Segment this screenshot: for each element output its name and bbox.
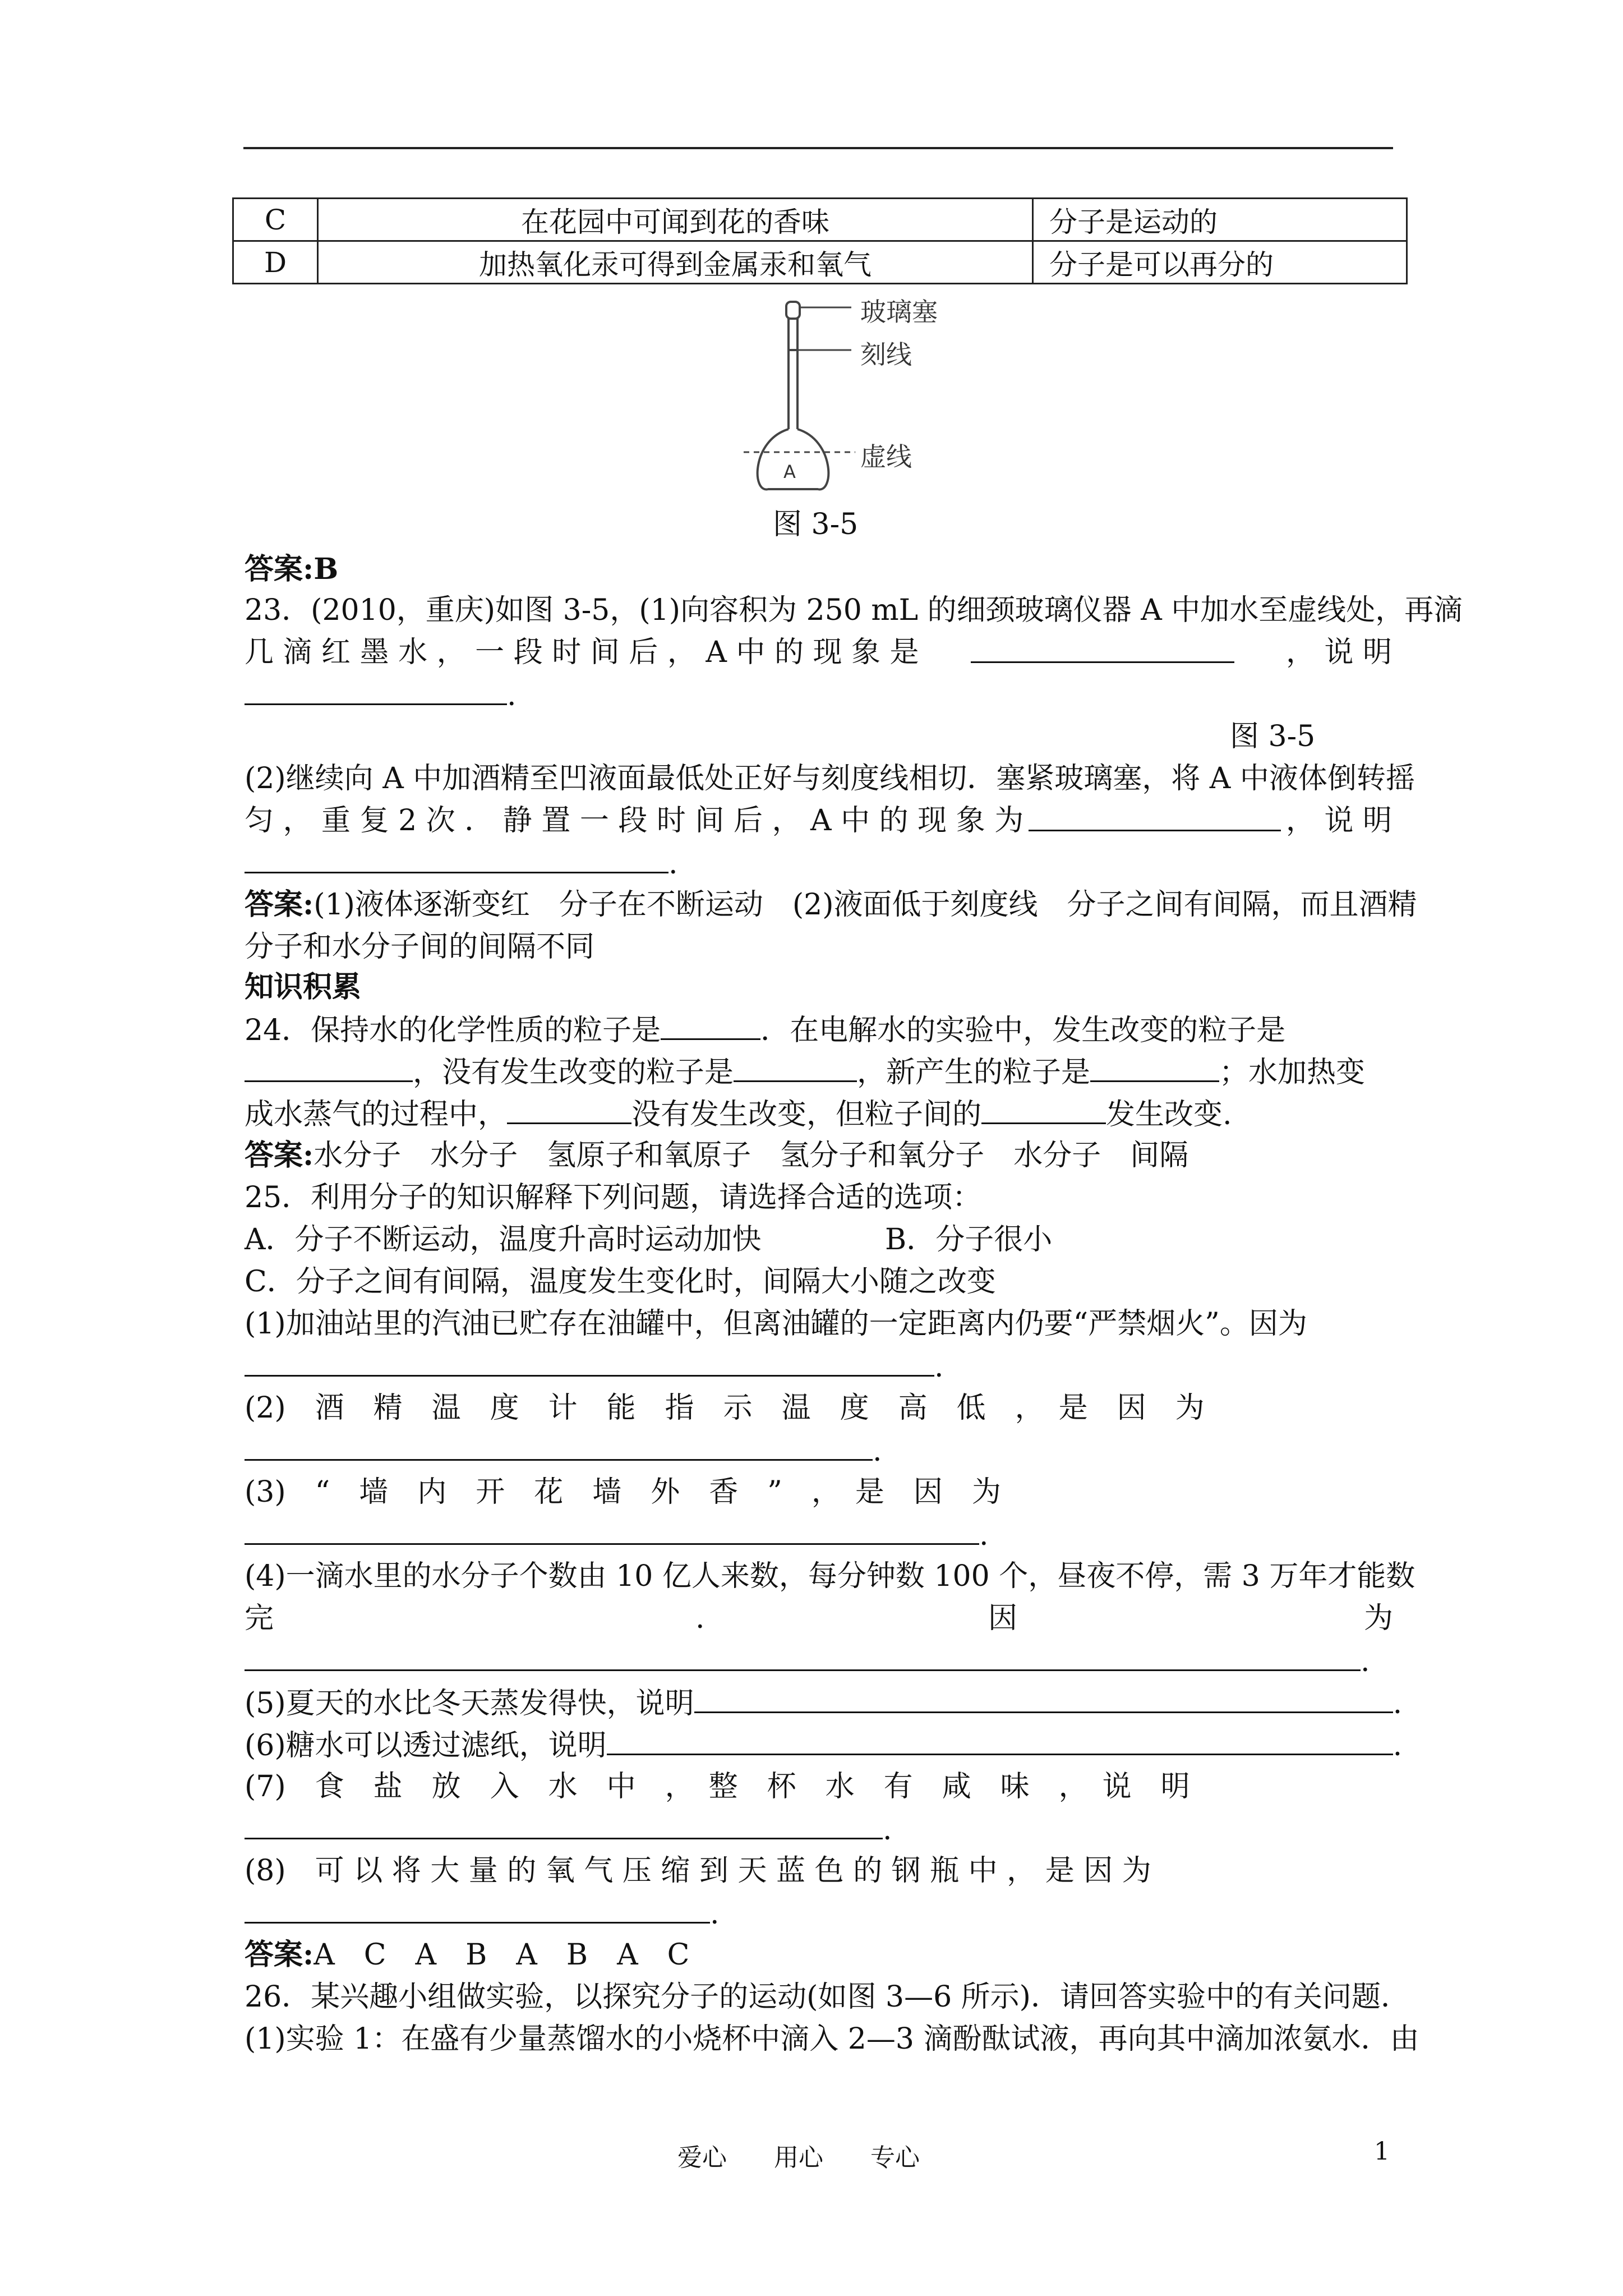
footer-item: 用心 (774, 2143, 823, 2172)
answer-text: 水分子 水分子 氢原子和氧原子 氢分子和氧分子 水分子 间隔 (313, 1139, 1189, 1172)
answer-blank[interactable] (245, 1896, 710, 1924)
answer-blank[interactable] (734, 1055, 857, 1082)
q24-text: ，新产生的粒子是 (857, 1056, 1091, 1089)
answer-label: 答案: (245, 1938, 314, 1972)
label-scale-line: 刻线 (860, 339, 912, 370)
answer-label: 答案: (245, 887, 314, 922)
footer-item: 专心 (870, 2143, 920, 2172)
answer-blank[interactable] (245, 1055, 413, 1082)
options-table (232, 197, 1408, 284)
table-row (233, 241, 1407, 284)
period: . (507, 679, 517, 712)
q25-5-text: (5)夏天的水比冬天蒸发得快，说明 (245, 1687, 694, 1720)
q25-4-w2: . (695, 1602, 705, 1635)
answer-blank[interactable] (245, 1812, 883, 1839)
period: . (1361, 1645, 1370, 1678)
q23-caption: 图 3-5 (1230, 720, 1316, 753)
label-stopper: 玻璃塞 (860, 297, 938, 327)
q25-4-w4: 为 (1364, 1602, 1394, 1635)
q25-option-b: B．分子很小 (885, 1223, 1053, 1257)
q24-text: 成水蒸气的过程中， (245, 1098, 508, 1131)
q25-option-a: A．分子不断运动，温度升高时运动加快 (245, 1223, 762, 1257)
answer-24 (245, 1139, 1188, 1172)
answer-text: A C A B A B A C (313, 1938, 690, 1972)
answer-blank[interactable] (981, 1097, 1106, 1124)
figure-caption: 图 3-5 (773, 508, 859, 541)
answer-blank[interactable] (245, 846, 668, 873)
answer-blank[interactable] (245, 1433, 873, 1461)
q24-text: 没有发生改变，但粒子间的 (631, 1098, 982, 1131)
explanation-cell: 分子是可以再分的 (1033, 241, 1407, 284)
q23-line1: 23．(2010，重庆)如图 3-5，(1)向容积为 250 mL 的细颈玻璃仪器 A 中加水至虚线处，再滴 (245, 593, 1463, 627)
answer-blank[interactable] (661, 1013, 760, 1040)
period: . (979, 1519, 989, 1552)
q25-3: (3) “ 墙 内 开 花 墙 外 香 ” ， 是 因 为 (245, 1475, 1001, 1509)
q24-line3 (245, 1097, 1232, 1131)
footer (677, 2137, 959, 2173)
q23-line2-end: ， 说 明 (1285, 636, 1392, 669)
q23-2-line2 (245, 804, 1392, 838)
q24-text: 24．保持水的化学性质的粒子是 (245, 1014, 661, 1047)
q26-line2: (1)实验 1：在盛有少量蒸馏水的小烧杯中滴入 2—3 滴酚酞试液，再向其中滴加浓氨水．由 (245, 2022, 1419, 2056)
q24-text: ；水加热变 (1219, 1056, 1366, 1089)
answer-blank[interactable] (245, 1517, 979, 1545)
answer-blank[interactable] (607, 1728, 1393, 1755)
q23-2-line2-end: ， 说 明 (1285, 804, 1392, 838)
q25-6 (245, 1728, 1402, 1763)
q23-line2-text: 几 滴 红 墨 水 ， 一 段 时 间 后 ， A 中 的 现 象 是 (245, 636, 919, 669)
q24-text: ，没有发生改变的粒子是 (413, 1056, 734, 1089)
q25-5 (245, 1686, 1402, 1720)
label-flask-a: A (783, 461, 796, 482)
phenomenon-cell: 在花园中可闻到花的香味 (318, 199, 1033, 241)
q24-text: 发生改变. (1106, 1098, 1232, 1131)
answer-blank[interactable] (694, 1686, 1393, 1713)
q26-line1: 26．某兴趣小组做实验，以探究分子的运动(如图 3—6 所示)．请回答实验中的有关问题． (245, 1980, 1410, 2014)
answer-22: 答案:B (245, 552, 339, 586)
answer-blank[interactable] (245, 678, 507, 705)
answer-blank[interactable] (245, 1644, 1361, 1671)
q23-line3 (245, 678, 517, 712)
q25-7-blank (245, 1812, 892, 1847)
q25-2-blank (245, 1433, 882, 1468)
explanation-cell: 分子是运动的 (1033, 199, 1407, 241)
footer-item: 爱心 (677, 2143, 727, 2172)
option-letter: D (233, 241, 318, 284)
q24-line1 (245, 1013, 1285, 1047)
answer-blank[interactable] (1029, 804, 1281, 831)
answer-25 (245, 1938, 689, 1972)
q24-line2 (245, 1055, 1365, 1089)
answer-label: 答案: (245, 1138, 314, 1172)
answer-blank[interactable] (507, 1097, 631, 1124)
period: . (710, 1897, 720, 1931)
q25-6-text: (6)糖水可以透过滤纸，说明 (245, 1729, 607, 1763)
period: . (873, 1434, 882, 1468)
period: . (1393, 1687, 1403, 1720)
answer-23-line2: 分子和水分子间的间隔不同 (245, 930, 595, 964)
option-letter: C (233, 199, 318, 241)
period: . (668, 847, 678, 881)
q25-7: (7) 食 盐 放 入 水 中 ， 整 杯 水 有 咸 味 ， 说 明 (245, 1770, 1190, 1803)
section-heading: 知识积累 (245, 970, 362, 1004)
header-rule (243, 147, 1393, 149)
q25-4-line1: (4)一滴水里的水分子个数由 10 亿人来数，每分钟数 100 个，昼夜不停，需 3 万年才能数 (245, 1559, 1415, 1593)
q24-text: ．在电解水的实验中，发生改变的粒子是 (760, 1014, 1286, 1047)
q25-1-blank (245, 1349, 944, 1384)
q25-4-w3: 因 (988, 1602, 1018, 1635)
answer-blank[interactable] (1090, 1055, 1219, 1082)
q25-4-w1: 完 (245, 1602, 274, 1635)
q25-4-blank (245, 1644, 1370, 1678)
answer-blank[interactable] (245, 1349, 934, 1377)
q23-2-line2-text: 匀 ， 重 复 2 次 ． 静 置 一 段 时 间 后 ， A 中 的 现 象 为 (245, 804, 1024, 838)
page-number: 1 (1374, 2137, 1390, 2166)
q23-2-line3 (245, 846, 678, 881)
q25-3-blank (245, 1517, 989, 1552)
period: . (934, 1350, 944, 1384)
answer-blank[interactable] (971, 636, 1234, 663)
q25-2: (2) 酒 精 温 度 计 能 指 示 温 度 高 低 ， 是 因 为 (245, 1391, 1205, 1425)
period: . (1393, 1729, 1403, 1763)
period: . (883, 1813, 892, 1847)
q23-line2 (245, 636, 1392, 669)
q25-title: 25．利用分子的知识解释下列问题，请选择合适的选项： (245, 1181, 982, 1214)
q25-8: (8) 可 以 将 大 量 的 氧 气 压 缩 到 天 蓝 色 的 钢 瓶 中 ， 是 因 为 (245, 1854, 1151, 1888)
q25-1: (1)加油站里的汽油已贮存在油罐中，但离油罐的一定距离内仍要“严禁烟火”。因为 (245, 1307, 1307, 1341)
phenomenon-cell: 加热氧化汞可得到金属汞和氧气 (318, 241, 1033, 284)
q23-2-line1: (2)继续向 A 中加酒精至凹液面最低处正好与刻度线相切．塞紧玻璃塞，将 A 中液体倒转摇 (245, 762, 1415, 795)
label-dashed-line: 虚线 (860, 441, 912, 472)
answer-text: (1)液体逐渐变红 分子在不断运动 (2)液面低于刻度线 分子之间有间隔，而且酒精 (313, 888, 1417, 922)
q25-option-c: C．分子之间有间隔，温度发生变化时，间隔大小随之改变 (245, 1265, 996, 1299)
q25-8-blank (245, 1896, 720, 1931)
table-row (233, 199, 1407, 241)
answer-23-line1 (245, 888, 1417, 922)
